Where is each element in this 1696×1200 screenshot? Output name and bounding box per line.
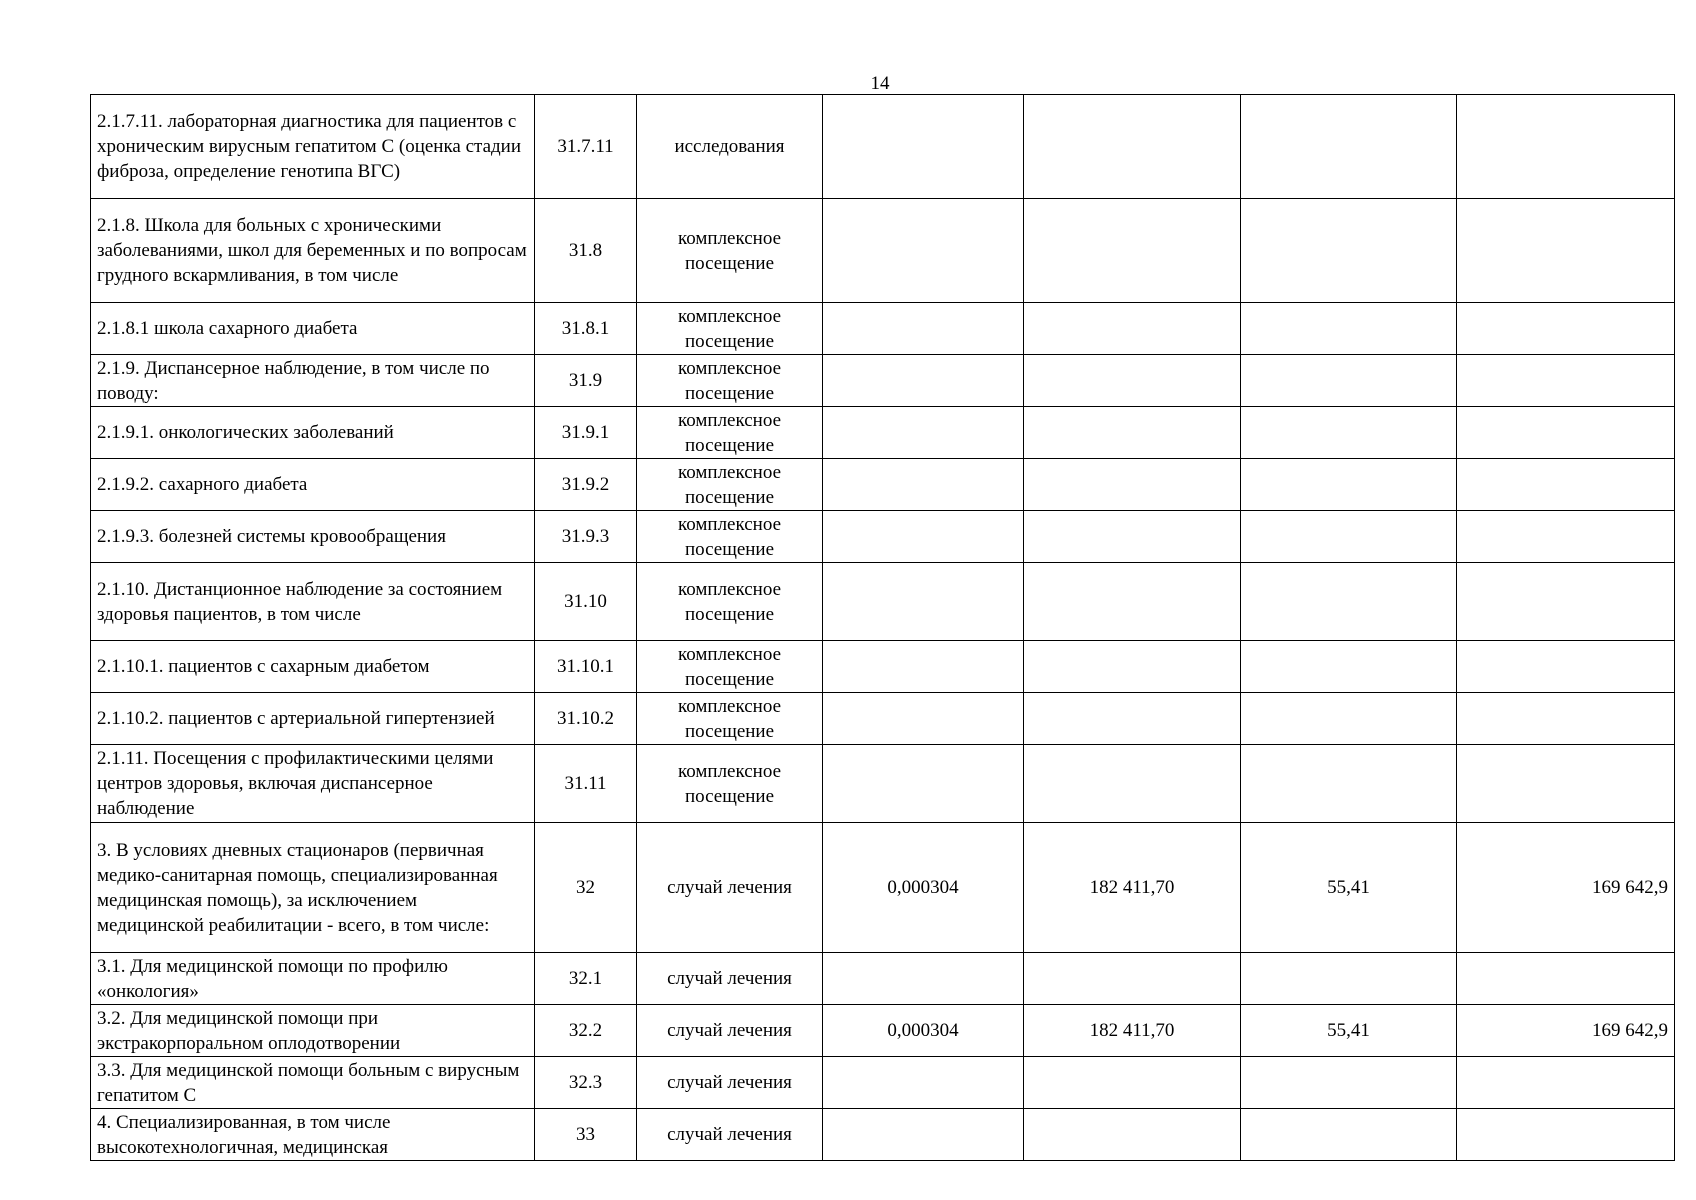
row-code-cell: 32.2 (535, 1005, 637, 1057)
row-unit-cell: случай лечения (637, 1109, 823, 1161)
row-value-4-cell (1457, 511, 1675, 563)
row-value-1-cell (823, 1057, 1024, 1109)
row-value-3-cell (1241, 693, 1457, 745)
table-row (91, 459, 1675, 511)
row-value-4-cell (1457, 1109, 1675, 1161)
row-name-cell: 2.1.11. Посещения с профилактическими целями центров здоровья, включая диспансерное наблюдение (91, 745, 535, 823)
row-unit-cell: случай лечения (637, 1005, 823, 1057)
data-table (90, 94, 1675, 1161)
row-code-cell: 31.10.1 (535, 641, 637, 693)
row-value-3-cell (1241, 641, 1457, 693)
row-value-4-cell (1457, 953, 1675, 1005)
row-unit-cell: комплексное посещение (637, 641, 823, 693)
row-value-1-cell (823, 563, 1024, 641)
row-name-cell: 2.1.9.3. болезней системы кровообращения (91, 511, 535, 563)
row-code-cell: 31.7.11 (535, 95, 637, 199)
table-row (91, 511, 1675, 563)
row-value-3-cell (1241, 303, 1457, 355)
row-value-1-cell (823, 95, 1024, 199)
row-value-4-cell (1457, 199, 1675, 303)
row-code-cell: 31.9.3 (535, 511, 637, 563)
row-value-2-cell: 182 411,70 (1024, 1005, 1241, 1057)
row-value-4-cell (1457, 95, 1675, 199)
table-row (91, 1005, 1675, 1057)
row-value-2-cell (1024, 199, 1241, 303)
row-name-cell: 2.1.7.11. лабораторная диагностика для пациентов с хроническим вирусным гепатитом С (оценка стадии фиброза, определение генотипа ВГС) (91, 95, 535, 199)
row-value-1-cell: 0,000304 (823, 823, 1024, 953)
row-value-3-cell (1241, 563, 1457, 641)
row-code-cell: 32 (535, 823, 637, 953)
row-value-1-cell: 0,000304 (823, 1005, 1024, 1057)
row-value-4-cell (1457, 641, 1675, 693)
row-value-1-cell (823, 745, 1024, 823)
row-value-2-cell (1024, 953, 1241, 1005)
row-code-cell: 32.1 (535, 953, 637, 1005)
table-row (91, 407, 1675, 459)
row-value-4-cell (1457, 693, 1675, 745)
row-value-2-cell (1024, 1057, 1241, 1109)
row-value-1-cell (823, 303, 1024, 355)
row-unit-cell: комплексное посещение (637, 745, 823, 823)
table-row (91, 563, 1675, 641)
row-unit-cell: комплексное посещение (637, 407, 823, 459)
row-value-4-cell (1457, 1057, 1675, 1109)
row-value-3-cell (1241, 1109, 1457, 1161)
row-value-3-cell (1241, 95, 1457, 199)
row-value-1-cell (823, 1109, 1024, 1161)
row-unit-cell: исследования (637, 95, 823, 199)
table-row (91, 1109, 1675, 1161)
row-value-3-cell (1241, 511, 1457, 563)
row-value-4-cell: 169 642,9 (1457, 823, 1675, 953)
row-value-4-cell (1457, 407, 1675, 459)
row-value-2-cell: 182 411,70 (1024, 823, 1241, 953)
row-value-2-cell (1024, 745, 1241, 823)
row-value-2-cell (1024, 511, 1241, 563)
row-value-1-cell (823, 407, 1024, 459)
row-name-cell: 4. Специализированная, в том числе высокотехнологичная, медицинская (91, 1109, 535, 1161)
row-code-cell: 31.11 (535, 745, 637, 823)
row-value-3-cell: 55,41 (1241, 823, 1457, 953)
row-unit-cell: комплексное посещение (637, 303, 823, 355)
row-value-3-cell (1241, 407, 1457, 459)
table-row (91, 641, 1675, 693)
table-row (91, 693, 1675, 745)
row-value-1-cell (823, 693, 1024, 745)
row-code-cell: 31.9.1 (535, 407, 637, 459)
row-unit-cell: комплексное посещение (637, 511, 823, 563)
row-name-cell: 2.1.8. Школа для больных с хроническими заболеваниями, школ для беременных и по вопросам грудного вскармливания, в том числе (91, 199, 535, 303)
row-value-2-cell (1024, 355, 1241, 407)
row-value-3-cell (1241, 745, 1457, 823)
row-name-cell: 2.1.9.2. сахарного диабета (91, 459, 535, 511)
row-value-2-cell (1024, 563, 1241, 641)
row-value-2-cell (1024, 693, 1241, 745)
row-code-cell: 32.3 (535, 1057, 637, 1109)
row-value-4-cell (1457, 459, 1675, 511)
row-name-cell: 3. В условиях дневных стационаров (первичная медико-санитарная помощь, специализированная медицинская помощь), за исключением медицинской реабилитации - всего, в том числе: (91, 823, 535, 953)
table-row (91, 953, 1675, 1005)
row-name-cell: 3.1. Для медицинской помощи по профилю «онкология» (91, 953, 535, 1005)
row-value-3-cell (1241, 199, 1457, 303)
row-value-4-cell (1457, 303, 1675, 355)
row-name-cell: 3.3. Для медицинской помощи больным с вирусным гепатитом С (91, 1057, 535, 1109)
table-body (91, 95, 1675, 1161)
row-value-2-cell (1024, 641, 1241, 693)
row-unit-cell: комплексное посещение (637, 355, 823, 407)
row-name-cell: 3.2. Для медицинской помощи при экстракорпоральном оплодотворении (91, 1005, 535, 1057)
row-unit-cell: случай лечения (637, 953, 823, 1005)
row-value-3-cell (1241, 355, 1457, 407)
row-unit-cell: комплексное посещение (637, 459, 823, 511)
row-value-2-cell (1024, 407, 1241, 459)
row-value-4-cell (1457, 745, 1675, 823)
row-value-2-cell (1024, 95, 1241, 199)
row-value-3-cell (1241, 1057, 1457, 1109)
row-value-4-cell: 169 642,9 (1457, 1005, 1675, 1057)
table-row (91, 355, 1675, 407)
row-value-3-cell (1241, 459, 1457, 511)
table-row (91, 95, 1675, 199)
row-code-cell: 31.10 (535, 563, 637, 641)
page-number: 14 (870, 73, 890, 94)
row-code-cell: 31.10.2 (535, 693, 637, 745)
row-code-cell: 31.8.1 (535, 303, 637, 355)
row-unit-cell: случай лечения (637, 823, 823, 953)
table-row (91, 1057, 1675, 1109)
row-name-cell: 2.1.10.2. пациентов с артериальной гипертензией (91, 693, 535, 745)
row-name-cell: 2.1.9. Диспансерное наблюдение, в том числе по поводу: (91, 355, 535, 407)
row-name-cell: 2.1.10.1. пациентов с сахарным диабетом (91, 641, 535, 693)
table-row (91, 823, 1675, 953)
table-row (91, 745, 1675, 823)
row-value-1-cell (823, 459, 1024, 511)
row-value-3-cell: 55,41 (1241, 1005, 1457, 1057)
row-value-1-cell (823, 641, 1024, 693)
row-unit-cell: комплексное посещение (637, 199, 823, 303)
row-value-1-cell (823, 199, 1024, 303)
row-code-cell: 31.8 (535, 199, 637, 303)
row-unit-cell: комплексное посещение (637, 693, 823, 745)
row-value-2-cell (1024, 459, 1241, 511)
row-code-cell: 33 (535, 1109, 637, 1161)
row-unit-cell: комплексное посещение (637, 563, 823, 641)
row-value-1-cell (823, 355, 1024, 407)
row-value-1-cell (823, 511, 1024, 563)
row-value-3-cell (1241, 953, 1457, 1005)
row-unit-cell: случай лечения (637, 1057, 823, 1109)
table-row (91, 303, 1675, 355)
row-value-1-cell (823, 953, 1024, 1005)
row-value-2-cell (1024, 1109, 1241, 1161)
row-code-cell: 31.9.2 (535, 459, 637, 511)
row-value-4-cell (1457, 355, 1675, 407)
table-row (91, 199, 1675, 303)
row-name-cell: 2.1.8.1 школа сахарного диабета (91, 303, 535, 355)
row-code-cell: 31.9 (535, 355, 637, 407)
row-value-4-cell (1457, 563, 1675, 641)
row-name-cell: 2.1.9.1. онкологических заболеваний (91, 407, 535, 459)
row-value-2-cell (1024, 303, 1241, 355)
row-name-cell: 2.1.10. Дистанционное наблюдение за состоянием здоровья пациентов, в том числе (91, 563, 535, 641)
